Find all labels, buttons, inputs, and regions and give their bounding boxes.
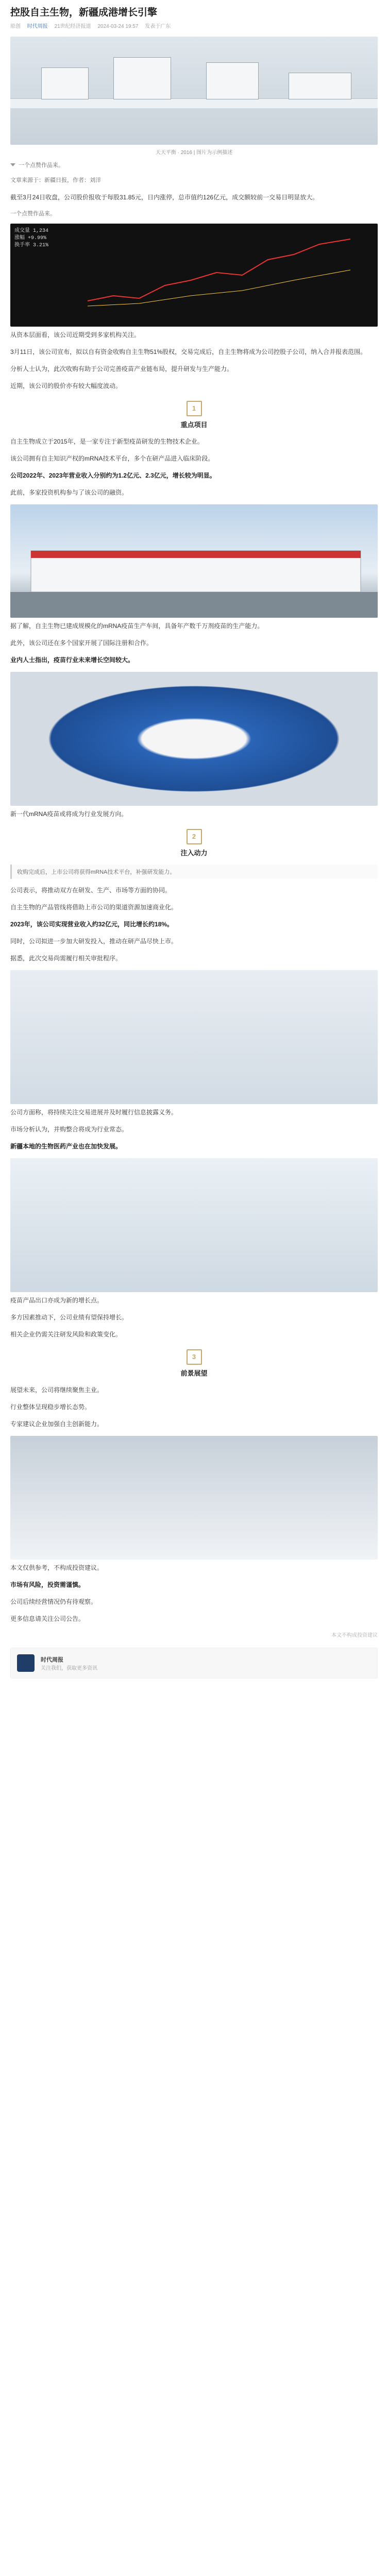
lab-machine (206, 62, 259, 99)
note-line: 一个点赞作品来。 (10, 211, 56, 217)
production-hall-photo (10, 1436, 378, 1560)
expand-note-text: 一个点赞作品来。 (19, 162, 64, 168)
stock-line-graphic (10, 224, 378, 327)
paragraph: 分析人士认为，此次收购有助于公司完善疫苗产业链布局，提升研发与生产能力。 (10, 365, 233, 372)
paragraph: 该公司拥有自主知识产权的mRNA技术平台，多个在研产品进入临床阶段。 (10, 455, 214, 462)
lab-machine (113, 57, 171, 99)
paragraph: 新一代mRNA疫苗或将成为行业发展方向。 (10, 810, 128, 818)
stock-info-line: 换手率 3.21% (14, 243, 49, 248)
paragraph: 本文仅供参考，不构成投资建议。 (10, 1564, 104, 1571)
factory-photo (10, 504, 378, 618)
paragraph: 同时，公司拟进一步加大研发投入，推动在研产品尽快上市。 (10, 938, 178, 945)
paragraph: 行业整体呈现稳步增长态势。 (10, 1403, 91, 1411)
pipette-photo (10, 1158, 378, 1292)
account-logo (17, 1654, 35, 1672)
paragraph-highlight: 新疆本地的生物医药产业也在加快发展。 (10, 1143, 122, 1150)
lab-worker-photo (10, 970, 378, 1104)
vial-production-photo (10, 672, 378, 806)
paragraph: 据了解，自主生物已建成规模化的mRNA疫苗生产车间，具备年产数千万剂疫苗的生产能力。 (10, 622, 264, 630)
paragraph: 展望未来，公司将继续聚焦主业。 (10, 1386, 104, 1394)
paragraph: 此外，该公司还在多个国家开展了国际注册和合作。 (10, 639, 153, 647)
meta-source: 原创 (10, 24, 21, 29)
source-line: 文章来源于：新疆日报，作者：刘洋 (10, 177, 101, 183)
figure-caption: 天天平衡 · 2016 | 图片为示例描述 (155, 150, 233, 156)
lab-machine (41, 67, 89, 99)
section-label: 注入动力 (180, 849, 208, 857)
stock-info-line: 成交量 1,234 (14, 228, 49, 234)
chevron-down-icon (10, 163, 15, 166)
section-heading (10, 1349, 378, 1378)
paragraph: 此前，多家投资机构参与了该公司的融资。 (10, 489, 128, 496)
paragraph: 多方因素推动下，公司业绩有望保持增长。 (10, 1314, 128, 1321)
lab-machine (289, 73, 351, 99)
paragraph: 3月11日，该公司宣布，拟以自有资金收购自主生物51%股权，交易完成后，自主生物将成为公司控股子公司，纳入合并报表范围。 (10, 348, 367, 355)
paragraph: 自主生物的产品管线将借助上市公司的渠道资源加速商业化。 (10, 904, 178, 911)
account-card[interactable] (10, 1648, 378, 1679)
paragraph: 从资本层面看，该公司近期受到多家机构关注。 (10, 331, 141, 338)
article-title: 控股自主生物，新疆成港增长引擎 (10, 7, 158, 18)
meta-date: 2024-03-24 19:57 (97, 24, 139, 29)
paragraph: 近期，该公司的股价亦有较大幅度波动。 (10, 382, 122, 389)
paragraph-highlight: 公司2022年、2023年营业收入分别约为1.2亿元、2.3亿元，增长较为明显。 (10, 472, 216, 479)
disclaimer-text: 本文不构成投资建议 (331, 1633, 378, 1638)
paragraph: 截至3月24日收盘，公司股价报收于每股31.85元，日内涨停，总市值约126亿元，成交额较前一交易日明显放大。 (10, 194, 319, 201)
meta-account-link[interactable]: 时代周报 (27, 24, 48, 29)
paragraph: 更多信息请关注公司公告。 (10, 1615, 85, 1622)
paragraph: 疫苗产品出口亦成为新的增长点。 (10, 1297, 104, 1304)
paragraph: 公司表示，将推动双方在研发、生产、市场等方面的协同。 (10, 887, 172, 894)
paragraph: 相关企业仍需关注研发风险和政策变化。 (10, 1331, 122, 1338)
meta-author: 21世纪经济报道 (54, 24, 91, 29)
paragraph: 公司后续经营情况仍有待观察。 (10, 1598, 97, 1605)
paragraph-highlight: 市场有风险，投资需谨慎。 (10, 1581, 85, 1588)
paragraph: 公司方面称，将持续关注交易进展并及时履行信息披露义务。 (10, 1109, 178, 1116)
section-number: 1 (187, 401, 202, 416)
section-number: 2 (187, 829, 202, 844)
paragraph-highlight: 业内人士指出，疫苗行业未来增长空间较大。 (10, 656, 134, 664)
paragraph: 市场分析认为，并购整合将成为行业常态。 (10, 1126, 128, 1133)
expand-note[interactable] (10, 161, 378, 169)
factory-building-graphic (10, 504, 378, 618)
meta-place: 发表于广东 (145, 24, 171, 29)
account-subtitle: 关注我们，获取更多资讯 (41, 1665, 97, 1671)
section-label: 重点项目 (180, 421, 208, 429)
section-heading (10, 829, 378, 857)
lab-photo (10, 37, 378, 145)
section-label: 前景展望 (180, 1369, 208, 1377)
paragraph: 自主生物成立于2015年，是一家专注于新型疫苗研发的生物技术企业。 (10, 438, 204, 445)
paragraph-highlight: 2023年，该公司实现营业收入约32亿元，同比增长约18%。 (10, 921, 174, 928)
article-meta (0, 22, 388, 33)
section-number: 3 (187, 1349, 202, 1365)
account-name: 时代周报 (41, 1656, 63, 1663)
lab-bench (10, 98, 378, 108)
stock-info-line: 涨幅 +9.99% (14, 235, 47, 241)
paragraph: 专家建议企业加强自主创新能力。 (10, 1420, 104, 1428)
section-heading (10, 401, 378, 429)
stock-chart-image (10, 224, 378, 327)
quote-block: 收购完成后，上市公司将获得mRNA技术平台，补强研发能力。 (10, 865, 378, 879)
paragraph: 据悉，此次交易尚需履行相关审批程序。 (10, 955, 122, 962)
